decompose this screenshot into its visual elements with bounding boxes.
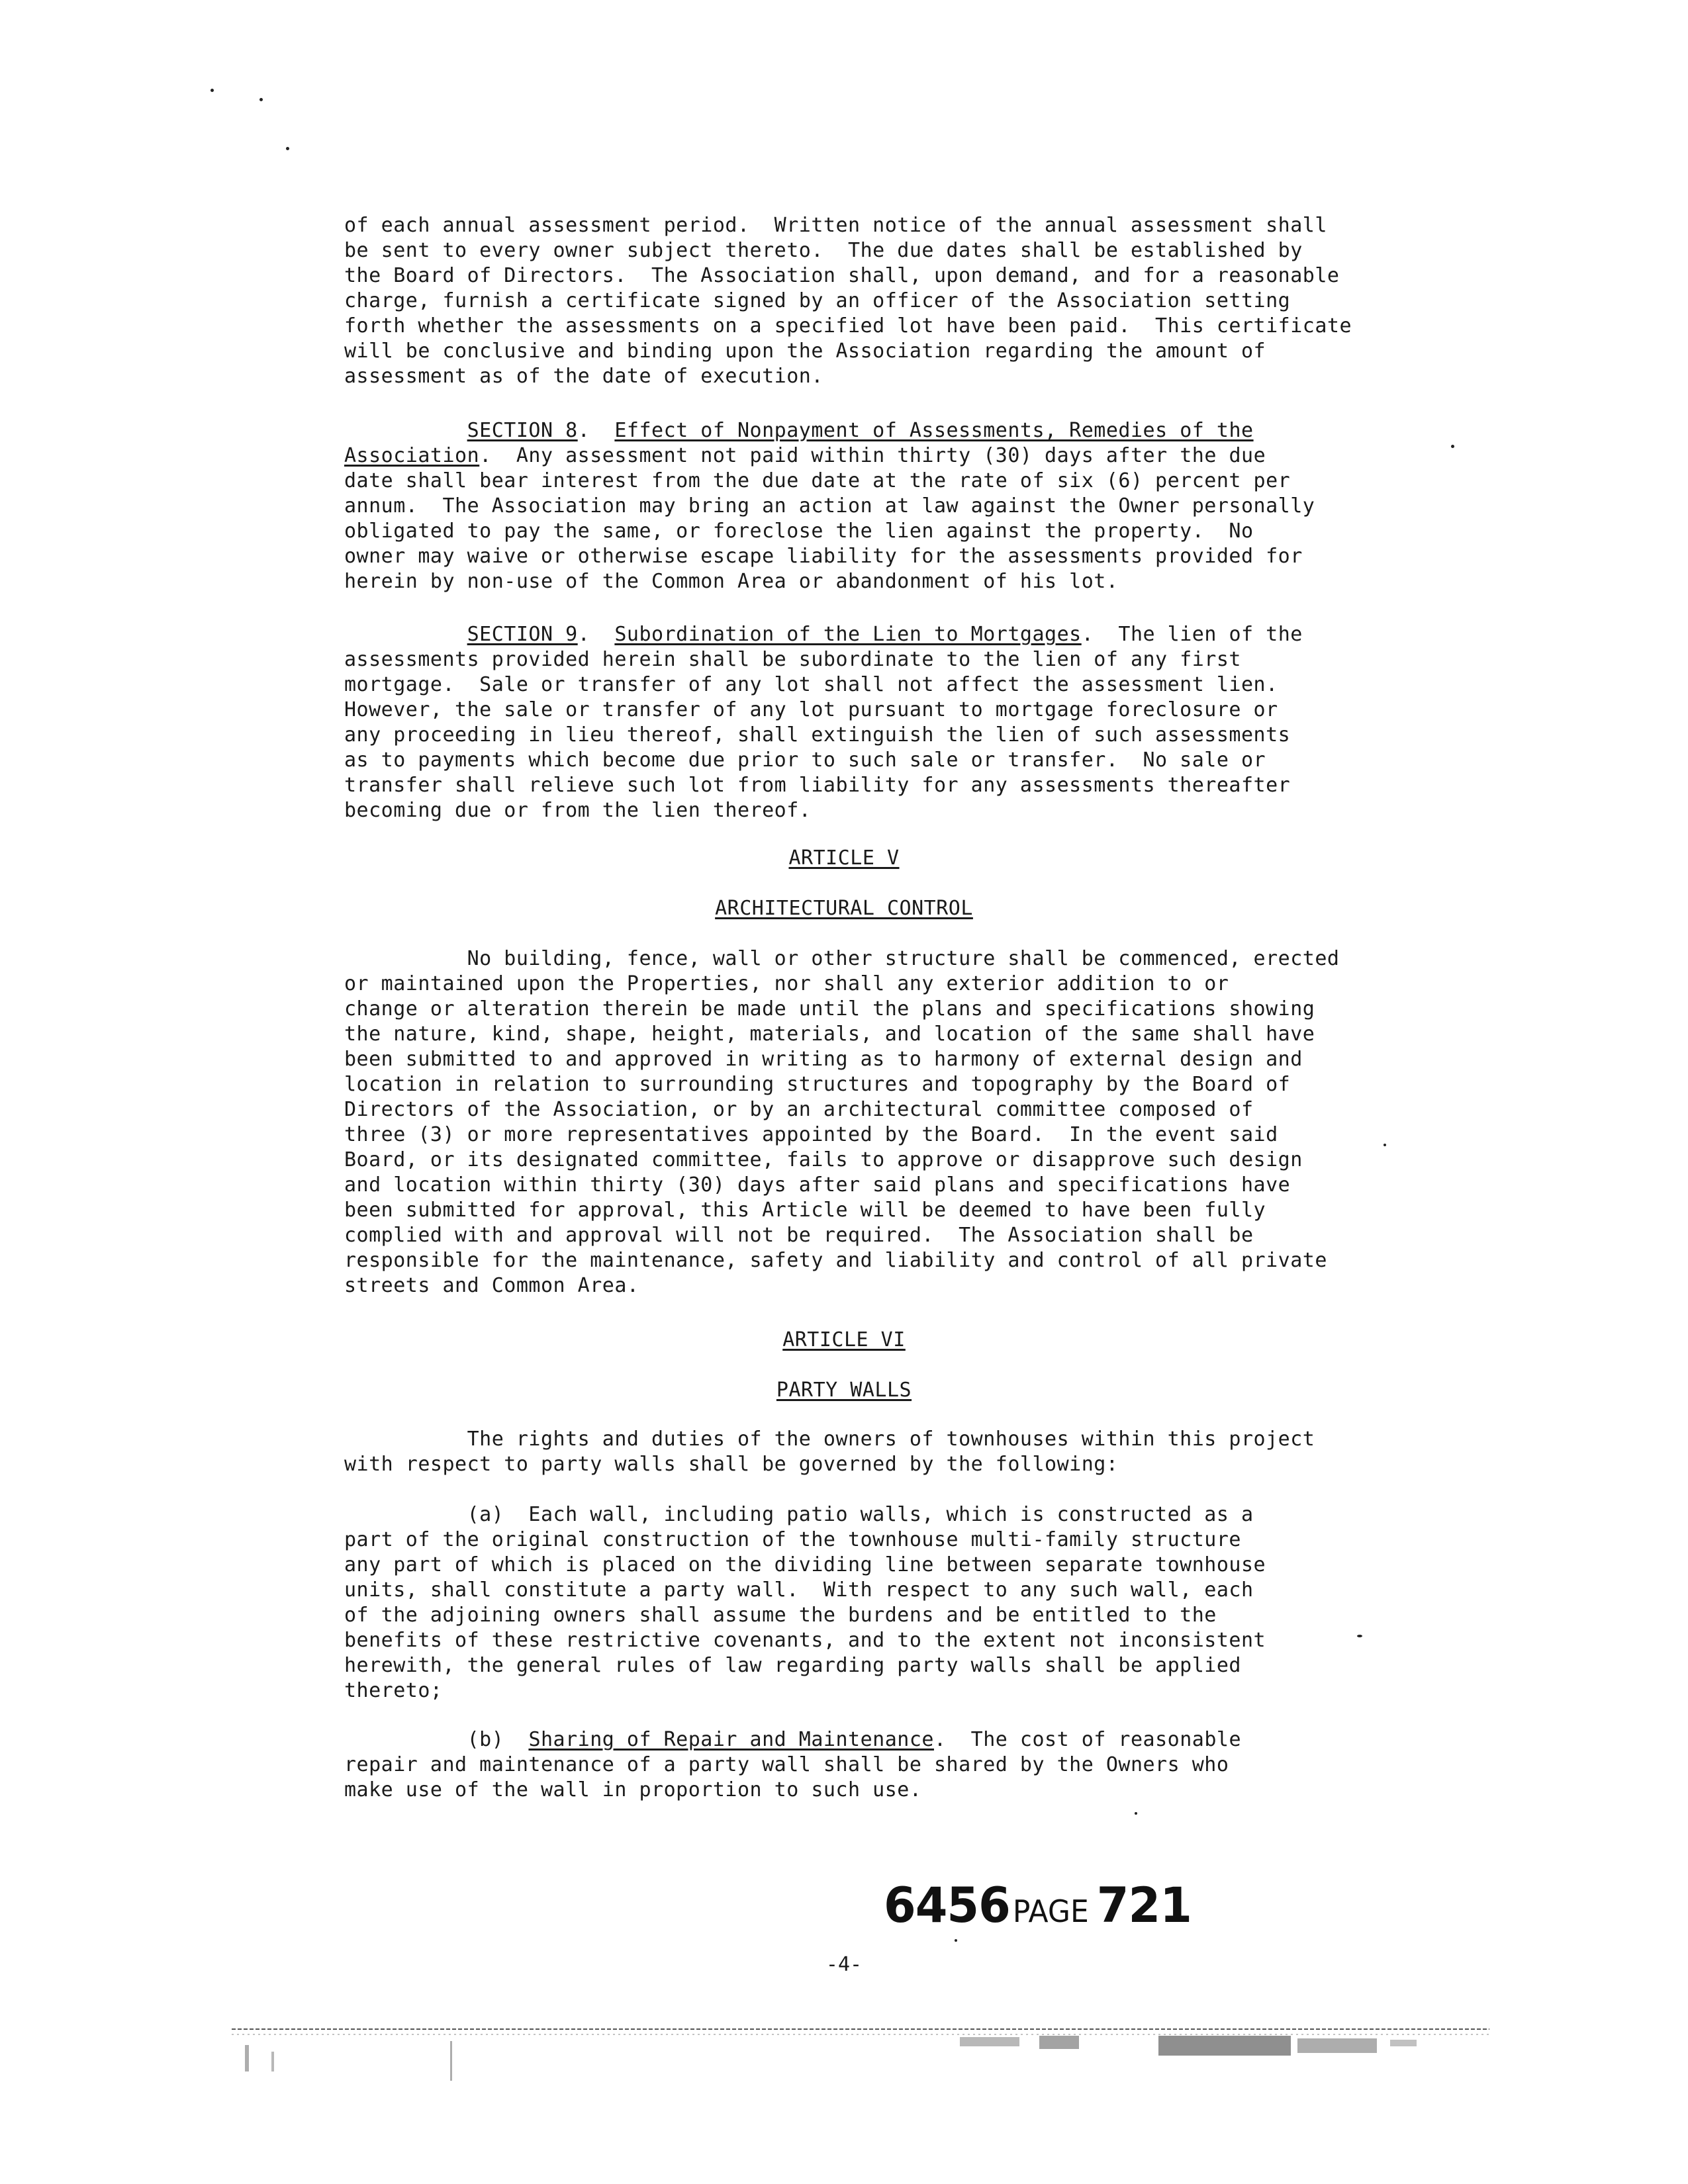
text-line: any part of which is placed on the dividing line between separate townhouse [344, 1553, 1266, 1576]
text-line: make use of the wall in proportion to such use. [344, 1778, 922, 1801]
article-5-heading: ARTICLE V [788, 846, 900, 870]
text-line: three (3) or more representatives appointed by the Board. In the event said [344, 1123, 1278, 1146]
scan-speck [286, 147, 289, 150]
text-line: herein by non-use of the Common Area or abandonment of his lot. [344, 570, 1119, 593]
article-6-heading: ARTICLE VI [782, 1328, 906, 1351]
text-line: complied with and approval will not be required. The Association shall be [344, 1224, 1254, 1247]
text-line: benefits of these restrictive covenants, and to the extent not inconsistent [344, 1629, 1266, 1652]
text-line: the nature, kind, shape, height, materials, and location of the same shall have [344, 1023, 1315, 1046]
text-line: any proceeding in lieu thereof, shall extinguish the lien of such assessments [344, 723, 1291, 747]
text-line: change or alteration therein be made until the plans and specifications showing [344, 997, 1315, 1021]
section-8-first-line [344, 443, 1417, 469]
text-line: transfer shall relieve such lot from liability for any assessments thereafter [344, 774, 1291, 797]
stamp-page-word: PAGE [1012, 1894, 1089, 1930]
recording-stamp [884, 1877, 1192, 1934]
scan-speck [1357, 1635, 1362, 1637]
text-line: No building, fence, wall or other structure shall be commenced, erected [344, 947, 1340, 970]
section-9-first-rest: . The lien of the [1081, 623, 1303, 646]
text-line: be sent to every owner subject thereto. The due dates shall be established by [344, 239, 1303, 262]
text-line: mortgage. Sale or transfer of any lot shall not affect the assessment lien. [344, 673, 1278, 696]
text-line: or maintained upon the Properties, nor shall any exterior addition to or [344, 972, 1229, 995]
text-line: The rights and duties of the owners of townhouses within this project [344, 1428, 1315, 1451]
text-line: charge, furnish a certificate signed by an officer of the Association setting [344, 289, 1291, 312]
article-6-intro [344, 1427, 1417, 1477]
stamp-book-number: 6456 [884, 1876, 1010, 1934]
text-line: been submitted to and approved in writing as to harmony of external design and [344, 1048, 1303, 1071]
scan-speck [955, 1939, 957, 1942]
section-8-label: SECTION 8 [467, 419, 578, 442]
text-line: (a) Each wall, including patio walls, which is constructed as a [344, 1503, 1254, 1526]
text-line: assessments provided herein shall be subordinate to the lien of any first [344, 648, 1241, 671]
scan-speck [259, 98, 263, 101]
scan-speck [1451, 445, 1454, 448]
text-line: owner may waive or otherwise escape liability for the assessments provided for [344, 545, 1303, 568]
scan-noise-strip [232, 2025, 1489, 2085]
item-b-title: Sharing of Repair and Maintenance [528, 1728, 934, 1751]
text-line: Board, or its designated committee, fails to approve or disapprove such design [344, 1148, 1303, 1171]
text-line: However, the sale or transfer of any lot pursuant to mortgage foreclosure or [344, 698, 1278, 721]
text-line: of each annual assessment period. Written notice of the annual assessment shall [344, 214, 1327, 237]
section-8-title: Effect of Nonpayment of Assessments, Remedies of the [614, 419, 1254, 442]
text-line: will be conclusive and binding upon the Association regarding the amount of [344, 340, 1266, 363]
text-line: forth whether the assessments on a specified lot have been paid. This certificate [344, 314, 1352, 338]
text-line: responsible for the maintenance, safety and liability and control of all private [344, 1249, 1327, 1272]
section-9-title: Subordination of the Lien to Mortgages [614, 623, 1082, 646]
text-line: with respect to party walls shall be governed by the following: [344, 1453, 1119, 1476]
intro-paragraph [344, 213, 1417, 389]
text-line: units, shall constitute a party wall. With respect to any such wall, each [344, 1578, 1254, 1602]
article-6-subheading: PARTY WALLS [776, 1379, 912, 1402]
item-b-first-rest: . The cost of reasonable [933, 1728, 1242, 1751]
item-b-first-line [344, 1727, 1417, 1752]
article-6-item-a [344, 1502, 1417, 1704]
text-line: obligated to pay the same, or foreclose the lien against the property. No [344, 520, 1254, 543]
page-number: -4- [825, 1953, 863, 1976]
text-line: becoming due or from the lien thereof. [344, 799, 812, 822]
section-9 [344, 622, 1417, 823]
scan-speck [1135, 1812, 1137, 1815]
section-8-first-rest: . Any assessment not paid within thirty (30) days after the due [479, 444, 1266, 467]
section-9-heading-line: SECTION 9. Subordination of the Lien to Mortgages. The lien of the [467, 623, 1303, 646]
text-line: location in relation to surrounding structures and topography by the Board of [344, 1073, 1291, 1096]
item-b-prefix: (b) [344, 1728, 529, 1751]
text-line: herewith, the general rules of law regarding party walls shall be applied [344, 1654, 1241, 1677]
scan-speck [1383, 1144, 1386, 1146]
text-line: and location within thirty (30) days after said plans and specifications have [344, 1173, 1291, 1197]
text-line: date shall bear interest from the due date at the rate of six (6) percent per [344, 469, 1291, 492]
section-8-heading-line: SECTION 8. Effect of Nonpayment of Assessments, Remedies of the [467, 419, 1254, 442]
stamp-page-number: 721 [1096, 1876, 1192, 1934]
section-8 [344, 418, 1417, 594]
article-5-body [344, 946, 1417, 1298]
text-line: the Board of Directors. The Association shall, upon demand, and for a reasonable [344, 264, 1340, 287]
article-5-subheading: ARCHITECTURAL CONTROL [715, 897, 973, 920]
text-line: as to payments which become due prior to such sale or transfer. No sale or [344, 749, 1266, 772]
section-9-label: SECTION 9 [467, 623, 578, 646]
text-line: been submitted for approval, this Article will be deemed to have been fully [344, 1199, 1266, 1222]
text-line: Directors of the Association, or by an architectural committee composed of [344, 1098, 1254, 1121]
text-line: annum. The Association may bring an action at law against the Owner personally [344, 494, 1315, 518]
text-line: thereto; [344, 1679, 443, 1702]
text-line: assessment as of the date of execution. [344, 365, 823, 388]
text-line: repair and maintenance of a party wall shall be shared by the Owners who [344, 1753, 1229, 1776]
text-line: part of the original construction of the townhouse multi-family structure [344, 1528, 1241, 1551]
article-6-item-b [344, 1727, 1417, 1803]
scan-speck [211, 89, 214, 92]
text-line: of the adjoining owners shall assume the burdens and be entitled to the [344, 1604, 1217, 1627]
text-line: streets and Common Area. [344, 1274, 639, 1297]
section-8-title-cont: Association [344, 444, 480, 467]
